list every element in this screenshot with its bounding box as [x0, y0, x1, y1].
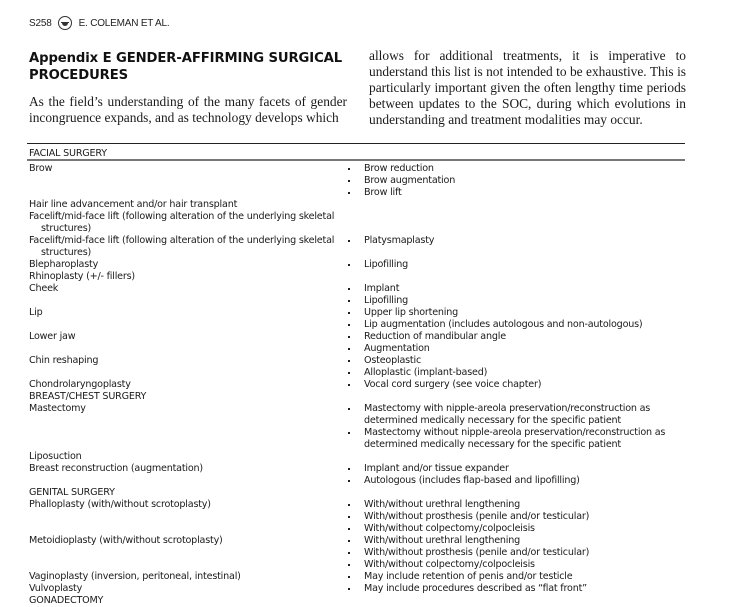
procedure-cell	[27, 199, 337, 211]
bullet-icon	[347, 331, 364, 343]
table-row	[27, 451, 685, 463]
procedure-name: Facelift/mid-face lift (following alteration of the underlying skeletal	[29, 235, 335, 246]
options-cell	[337, 283, 685, 307]
bullet-icon	[347, 283, 364, 295]
options-cell	[337, 451, 685, 463]
table-row	[27, 211, 685, 235]
bullet-icon	[347, 427, 364, 451]
option-item	[347, 535, 685, 547]
option-text: Upper lip shortening	[364, 307, 459, 318]
table-row	[27, 271, 685, 283]
procedure-cell	[27, 163, 337, 199]
option-text: May include retention of penis and/or testicle	[364, 571, 573, 582]
option-text: With/without prosthesis (penile and/or testicular)	[364, 511, 590, 522]
bullet-icon	[347, 583, 364, 595]
bullet-icon	[347, 259, 364, 271]
option-text: With/without colpectomy/colpocleisis	[364, 559, 535, 570]
options-cell	[337, 355, 685, 379]
option-text: Implant and/or tissue expander	[364, 463, 509, 474]
option-text: With/without colpectomy/colpocleisis	[364, 523, 535, 534]
bullet-icon	[347, 295, 364, 307]
procedure-cell	[27, 403, 337, 451]
options-cell	[337, 199, 685, 211]
option-item	[347, 343, 685, 355]
intro-paragraph-left: As the field’s understanding of the many facets of gender incongruence expands, and as technology develops which	[29, 94, 347, 125]
procedure-name: Hair line advancement and/or hair transplant	[29, 199, 238, 210]
bullet-icon	[347, 511, 364, 523]
table-row	[27, 307, 685, 331]
table-section-row	[27, 391, 685, 403]
option-item	[347, 559, 685, 571]
table-row	[27, 499, 685, 535]
options-cell	[337, 163, 685, 199]
bullet-icon	[347, 379, 364, 391]
bullet-icon	[347, 463, 364, 475]
table-header: FACIAL SURGERY	[29, 148, 107, 159]
procedure-cell	[27, 211, 337, 235]
procedure-name: Lower jaw	[29, 331, 76, 342]
bullet-icon	[347, 187, 364, 199]
bullet-icon	[347, 367, 364, 379]
option-text: Reduction of mandibular angle	[364, 331, 506, 342]
option-item	[347, 355, 685, 367]
bullet-icon	[347, 547, 364, 559]
bullet-icon	[347, 535, 364, 547]
option-item	[347, 547, 685, 559]
procedures-table	[27, 143, 685, 607]
table-row	[27, 283, 685, 307]
procedure-name: Blepharoplasty	[29, 259, 99, 270]
table-row	[27, 379, 685, 391]
option-item	[347, 331, 685, 343]
table-row	[27, 355, 685, 379]
procedure-cell	[27, 235, 337, 259]
procedure-cell	[27, 499, 337, 535]
procedure-cell	[27, 463, 337, 487]
option-item	[347, 427, 685, 451]
option-item	[347, 175, 685, 187]
option-text: May include procedures described as “flat front”	[364, 583, 587, 594]
option-item	[347, 295, 685, 307]
option-item	[347, 235, 685, 247]
option-text: Brow lift	[364, 187, 402, 198]
options-cell	[337, 403, 685, 451]
procedure-name-continued: structures)	[41, 223, 92, 234]
option-text: With/without prosthesis (penile and/or testicular)	[364, 547, 590, 558]
table-section-row	[27, 595, 685, 607]
option-text: Vocal cord surgery (see voice chapter)	[364, 379, 542, 390]
option-text: Alloplastic (implant-based)	[364, 367, 488, 378]
table-row	[27, 331, 685, 355]
procedure-cell	[27, 379, 337, 391]
option-text: Implant	[364, 283, 400, 294]
table-row	[27, 259, 685, 271]
table-section-row	[27, 487, 685, 499]
right-column	[369, 48, 686, 128]
procedure-name: Lip	[29, 307, 43, 318]
bullet-icon	[347, 559, 364, 571]
options-cell	[337, 463, 685, 487]
page-number: S258	[29, 17, 52, 29]
options-cell	[337, 307, 685, 331]
procedure-cell	[27, 307, 337, 331]
bullet-icon	[347, 355, 364, 367]
procedure-name: Chondrolaryngoplasty	[29, 379, 131, 390]
option-item	[347, 583, 685, 595]
procedure-name: Vaginoplasty (inversion, peritoneal, intestinal)	[29, 571, 241, 582]
option-text: Mastectomy without nipple-areola preservation/reconstruction as determined medically necessary for the specific patient	[364, 427, 666, 450]
procedure-name: Phalloplasty (with/without scrotoplasty)	[29, 499, 211, 510]
bullet-icon	[347, 319, 364, 331]
procedure-name: Chin reshaping	[29, 355, 99, 366]
option-text: With/without urethral lengthening	[364, 499, 521, 510]
options-cell	[337, 235, 685, 259]
option-text: Brow reduction	[364, 163, 434, 174]
procedure-cell	[27, 271, 337, 283]
option-item	[347, 187, 685, 199]
options-cell	[337, 535, 685, 571]
option-text: Lipofilling	[364, 259, 408, 270]
left-column	[29, 48, 347, 126]
option-text: Augmentation	[364, 343, 430, 354]
option-text: Platysmaplasty	[364, 235, 435, 246]
section-label: GENITAL SURGERY	[29, 487, 115, 498]
bullet-icon	[347, 499, 364, 511]
intro-paragraph-right: allows for additional treatments, it is imperative to understand this list is not intended to be exhaustive. This is particularly important given the often lengthy time periods between updates to the SOC, during which evolutions in understanding and treatment modalities may occur.	[369, 48, 686, 127]
procedure-cell	[27, 283, 337, 307]
bullet-icon	[347, 475, 364, 487]
procedure-name-continued: structures)	[41, 247, 92, 258]
procedure-cell	[27, 331, 337, 355]
procedure-name: Mastectomy	[29, 403, 86, 414]
procedure-cell	[27, 355, 337, 379]
running-head-authors: E. COLEMAN ET AL.	[78, 17, 170, 29]
appendix-title: Appendix E GENDER-AFFIRMING SURGICAL PROCEDURES	[29, 51, 343, 83]
procedure-name: Cheek	[29, 283, 59, 294]
procedure-cell	[27, 535, 337, 571]
procedure-name: Breast reconstruction (augmentation)	[29, 463, 203, 474]
option-item	[347, 307, 685, 319]
option-item	[347, 283, 685, 295]
options-cell	[337, 211, 685, 235]
option-item	[347, 499, 685, 511]
options-cell	[337, 271, 685, 283]
option-item	[347, 523, 685, 535]
options-cell	[337, 583, 685, 595]
bullet-icon	[347, 163, 364, 175]
table-row	[27, 199, 685, 211]
options-cell	[337, 259, 685, 271]
table-row	[27, 235, 685, 259]
option-item	[347, 475, 685, 487]
table-row	[27, 403, 685, 451]
procedure-cell	[27, 583, 337, 595]
option-item	[347, 163, 685, 175]
option-text: Lip augmentation (includes autologous and non-autologous)	[364, 319, 643, 330]
bullet-icon	[347, 235, 364, 247]
option-text: Lipofilling	[364, 295, 408, 306]
options-cell	[337, 571, 685, 583]
option-item	[347, 511, 685, 523]
option-item	[347, 319, 685, 331]
table-row	[27, 583, 685, 595]
procedure-cell	[27, 451, 337, 463]
procedure-cell	[27, 259, 337, 271]
bullet-icon	[347, 175, 364, 187]
table-row	[27, 463, 685, 487]
journal-logo-icon	[58, 16, 72, 30]
bullet-icon	[347, 343, 364, 355]
options-cell	[337, 499, 685, 535]
section-label: GONADECTOMY	[29, 595, 104, 606]
option-text: With/without urethral lengthening	[364, 535, 521, 546]
procedure-name: Vulvoplasty	[29, 583, 83, 594]
procedure-name: Rhinoplasty (+/- fillers)	[29, 271, 135, 282]
option-item	[347, 463, 685, 475]
section-label: BREAST/CHEST SURGERY	[29, 391, 147, 402]
bullet-icon	[347, 307, 364, 319]
option-item	[347, 571, 685, 583]
bullet-icon	[347, 403, 364, 427]
table-row	[27, 535, 685, 571]
option-text: Mastectomy with nipple-areola preservation/reconstruction as determined medically necessary for the specific patient	[364, 403, 651, 426]
procedure-name: Metoidioplasty (with/without scrotoplasty)	[29, 535, 223, 546]
option-item	[347, 379, 685, 391]
option-text: Autologous (includes flap-based and lipofilling)	[364, 475, 580, 486]
procedure-name: Facelift/mid-face lift (following alteration of the underlying skeletal	[29, 211, 335, 222]
options-cell	[337, 379, 685, 391]
procedure-name: Brow	[29, 163, 53, 174]
option-item	[347, 403, 685, 427]
option-item	[347, 259, 685, 271]
option-text: Brow augmentation	[364, 175, 456, 186]
option-item	[347, 367, 685, 379]
table-row	[27, 163, 685, 199]
table-row	[27, 571, 685, 583]
bullet-icon	[347, 571, 364, 583]
options-cell	[337, 331, 685, 355]
running-head	[29, 16, 169, 30]
procedure-cell	[27, 571, 337, 583]
table-body	[27, 161, 685, 607]
bullet-icon	[347, 523, 364, 535]
option-text: Osteoplastic	[364, 355, 422, 366]
procedure-name: Liposuction	[29, 451, 82, 462]
